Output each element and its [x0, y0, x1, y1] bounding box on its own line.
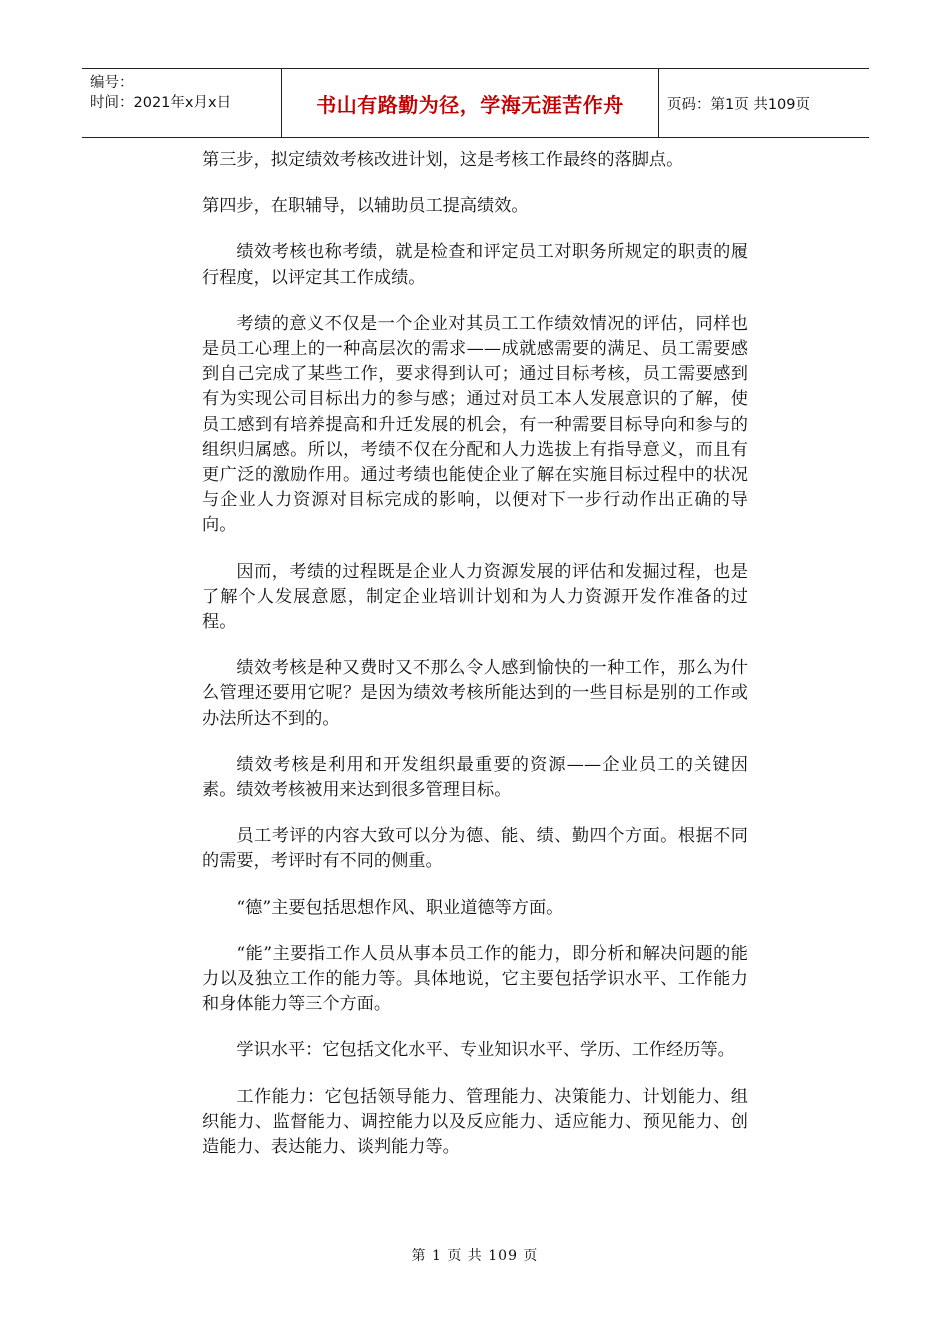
page-footer: 第 1 页 共 109 页 — [411, 1248, 539, 1264]
paragraph: 学识水平：它包括文化水平、专业知识水平、学历、工作经历等。 — [236, 1040, 735, 1061]
paragraph: 绩效考核也称考绩，就是检查和评定员工对职务所规定的职责的履行程度，以评定其工作成绩。 — [202, 242, 748, 288]
paragraph: 员工考评的内容大致可以分为德、能、绩、勤四个方面。根据不同的需要，考评时有不同的侧重。 — [202, 826, 748, 872]
page-header — [82, 68, 869, 138]
paragraph: 第三步，拟定绩效考核改进计划，这是考核工作最终的落脚点。 — [202, 150, 684, 170]
paragraph: 第四步，在职辅导，以辅助员工提高绩效。 — [202, 196, 529, 217]
header-page-info: 页码：第1页 共109页 — [667, 96, 811, 113]
paragraph: 因而，考绩的过程既是企业人力资源发展的评估和发掘过程，也是了解个人发展意愿，制定企业培训计划和为人力资源开发作准备的过程。 — [202, 561, 748, 633]
document-body — [202, 148, 748, 1181]
paragraph: 绩效考核是种又费时又不那么令人感到愉快的一种工作，那么为什么管理还要用它呢？是因为绩效考核所能达到的一些目标是别的工作或办法所达不到的。 — [202, 658, 748, 729]
paragraph: 绩效考核是利用和开发组织最重要的资源——企业员工的关键因素。绩效考核被用来达到很多管理目标。 — [202, 754, 748, 801]
header-motto: 书山有路勤为径，学海无涯苦作舟 — [282, 69, 659, 137]
paragraph: “能”主要指工作人员从事本员工作的能力，即分析和解决问题的能力以及独立工作的能力等。具体地说，它主要包括学识水平、工作能力和身体能力等三个方面。 — [202, 943, 748, 1015]
document-time-label: 时间：2021年x月x日 — [90, 95, 232, 111]
paragraph: “德”主要包括思想作风、职业道德等方面。 — [236, 897, 564, 918]
paragraph: 考绩的意义不仅是一个企业对其员工工作绩效情况的评估，同样也是员工心理上的一种高层次的需求——成就感需要的满足、员工需要感到自己完成了某些工作，要求得到认可；通过目标考核，员工需要感到有为实现公司目标出力的参与感；通过对员工本人发展意识的了解，使员工感到有培养提高和升迁发展的机会，有一种需要目标导向和参与的组织归属感。所以，考绩不仅在分配和人力选拔上有指导意义，而且有更广泛的激励作用。通过考绩也能使企业了解在实施目标过程中的状况与企业人力资源对目标完成的影响，以便对下一步行动作出正确的导向。 — [202, 313, 748, 536]
document-number-label: 编号： — [90, 75, 134, 91]
paragraph: 工作能力：它包括领导能力、管理能力、决策能力、计划能力、组织能力、监督能力、调控能力以及反应能力、适应能力、预见能力、创造能力、表达能力、谈判能力等。 — [202, 1086, 748, 1158]
header-meta — [82, 69, 282, 137]
